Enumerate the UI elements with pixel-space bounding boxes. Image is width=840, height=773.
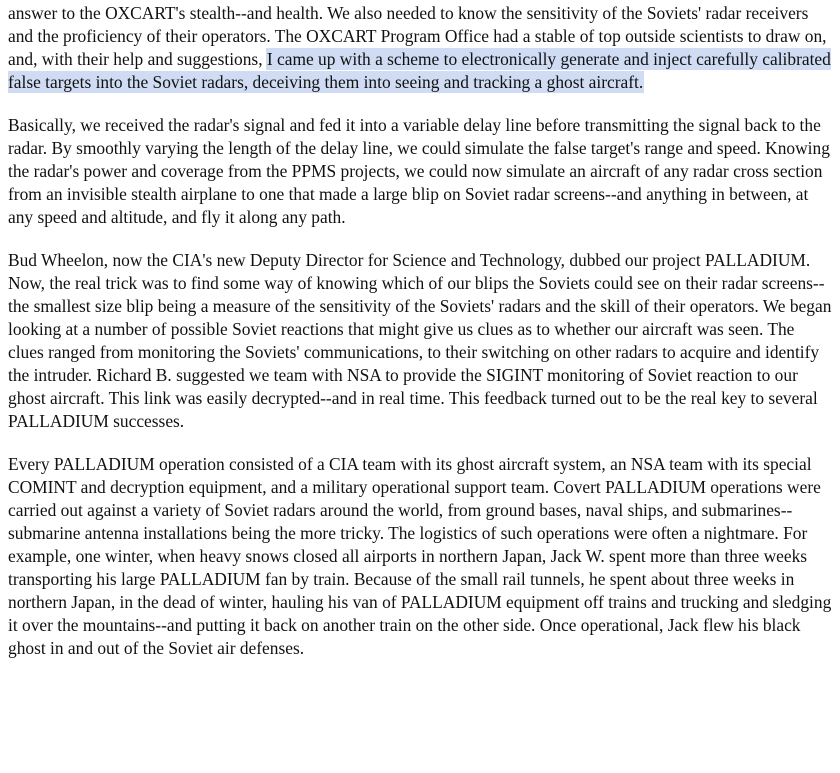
paragraph-oxcart-scheme <box>8 2 834 94</box>
highlighted-selection[interactable]: I came up with a scheme to electronically generate and inject carefully calibrated false targets into the Soviet radars, deceiving them into seeing and tracking a ghost aircraft. <box>8 49 831 92</box>
paragraph-palladium-project: Bud Wheelon, now the CIA's new Deputy Director for Science and Technology, dubbed our project PALLADIUM. Now, the real trick was to find some way of knowing which of our blips the Soviets could see on their radar screens--the smallest size blip being a measure of the sensitivity of the Soviets' radars and the skill of their operators. We began looking at a number of possible Soviet reactions that might give us clues as to whether our aircraft was seen. The clues ranged from monitoring the Soviets' communications, to their switching on other radars to acquire and identify the intruder. Richard B. suggested we team with NSA to provide the SIGINT monitoring of Soviet reaction to our ghost aircraft. This link was easily decrypted--and in real time. This feedback turned out to be the real key to several PALLADIUM successes. <box>8 250 832 431</box>
paragraph-text: answer to the OXCART's stealth--and health. We also needed to know the sensitivity of the Soviets' radar receivers and the proficiency of their operators. The OXCART Program Office had a stable of top outside scientists to draw on, and, with their help and suggestions, <box>8 3 827 69</box>
paragraph-delay-line: Basically, we received the radar's signal and fed it into a variable delay line before transmitting the signal back to the radar. By smoothly varying the length of the delay line, we could simulate the false target's range and speed. Knowing the radar's power and coverage from the PPMS projects, we could now simulate an aircraft of any radar cross section from an invisible stealth airplane to one that made a large blip on Soviet radar screens--and anything in between, at any speed and altitude, and fly it along any path. <box>8 115 830 227</box>
paragraph-palladium-operations: Every PALLADIUM operation consisted of a CIA team with its ghost aircraft system, an NSA team with its special COMINT and decryption equipment, and a military operational support team. Covert PALLADIUM operations were carried out against a variety of Soviet radars around the world, from ground bases, naval ships, and submarines--submarine antenna installations being the more tricky. The logistics of such operations were often a nightmare. For example, one winter, when heavy snows closed all airports in northern Japan, Jack W. spent more than three weeks transporting his large PALLADIUM fan by train. Because of the small rail tunnels, he spent about three weeks in northern Japan, in the dead of winter, hauling his van of PALLADIUM equipment off trains and trucking and sledging it over the mountains--and putting it back on another train on the other side. Once operational, Jack flew his black ghost in and out of the Soviet air defenses. <box>8 454 832 658</box>
document-page <box>8 2 834 680</box>
